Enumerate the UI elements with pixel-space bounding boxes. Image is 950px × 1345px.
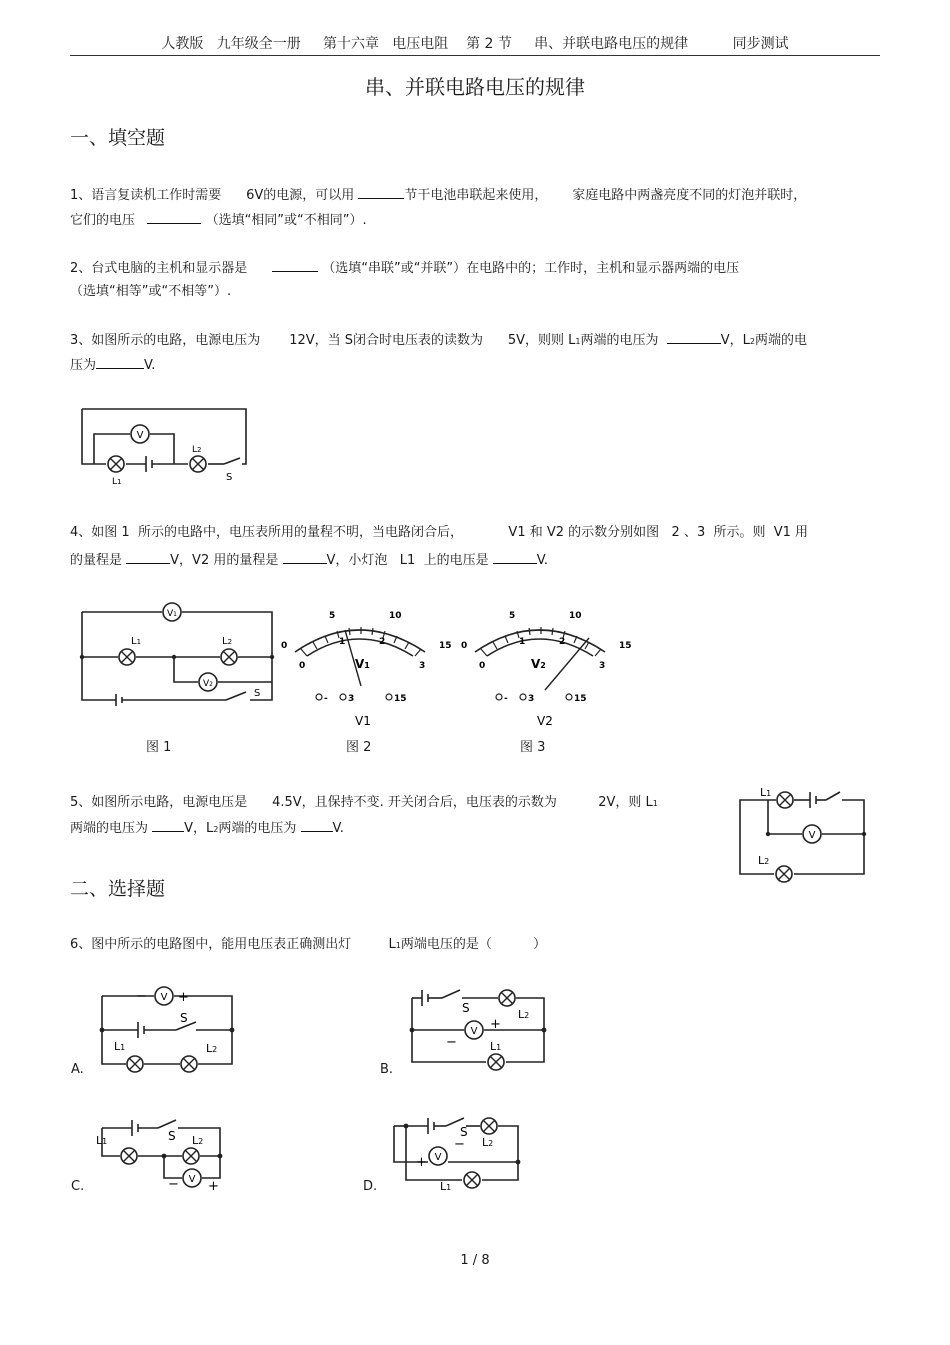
option-c-label[interactable]: C. — [71, 1179, 85, 1194]
svg-text:−: − — [446, 1035, 457, 1050]
fig2-tick-bottom-1: 1 — [339, 637, 346, 647]
q5-l2-label: L2 — [758, 854, 770, 867]
page-header: 人教版 九年级全一册 第十六章 电压电阻 第 2 节 串、并联电路电压的规律 同步测试 — [161, 36, 789, 52]
svg-text:L1: L1 — [114, 1040, 126, 1053]
svg-text:5: 5 — [509, 611, 516, 621]
svg-text:-: - — [324, 694, 328, 704]
q1-blank-1[interactable] — [358, 185, 404, 199]
q4-blank-1[interactable] — [126, 550, 170, 564]
svg-text:S: S — [168, 1129, 176, 1143]
q6-option-a-circuit — [92, 984, 242, 1076]
section-multiple-choice: 二、选择题 — [70, 878, 166, 900]
q3-voltmeter-label: V — [136, 430, 144, 441]
fig1-v2-label: V2 — [203, 679, 213, 689]
fig3-caption-v2: V2 — [537, 714, 553, 728]
svg-text:+: + — [208, 1179, 219, 1192]
fig1-caption: 图 1 — [146, 740, 172, 755]
svg-text:S: S — [462, 1001, 470, 1015]
option-b-label[interactable]: B. — [380, 1062, 394, 1077]
svg-text:L2: L2 — [518, 1008, 530, 1021]
fig3-caption: 图 3 — [520, 740, 546, 755]
svg-text:-: - — [504, 694, 508, 704]
fig2-tick-top-5: 5 — [329, 611, 336, 621]
svg-text:V: V — [160, 992, 168, 1003]
svg-text:L1: L1 — [490, 1040, 502, 1053]
q4-line2: 的量程是 V，V2 用的量程是 V，小灯泡 L1 上的电压是 V. — [70, 550, 548, 570]
svg-text:V: V — [470, 1026, 478, 1037]
q5-l1-label: L1 — [760, 786, 772, 799]
svg-text:−: − — [454, 1137, 465, 1152]
svg-text:L2: L2 — [482, 1136, 494, 1149]
svg-text:L2: L2 — [192, 1134, 204, 1147]
option-d-label[interactable]: D. — [363, 1179, 378, 1194]
svg-text:3: 3 — [348, 694, 355, 704]
q3-line1: 3、如图所示的电路，电源电压为 12V，当 S闭合时电压表的读数为 5V，则则 L1两端的电压为 V，L2两端的电 — [70, 330, 807, 351]
svg-text:V: V — [434, 1152, 442, 1163]
q6-option-c-circuit — [92, 1108, 242, 1192]
svg-text:+: + — [416, 1155, 427, 1170]
svg-text:1: 1 — [519, 637, 526, 647]
q4-figure3-meter — [455, 600, 645, 730]
svg-text:−: − — [168, 1177, 179, 1192]
fig2-tick-bottom-0: 0 — [299, 661, 306, 671]
q2-blank-1[interactable] — [272, 258, 318, 272]
fig1-switch-label: S — [254, 688, 261, 699]
section-fill-blank: 一、填空题 — [70, 127, 166, 149]
fig2-meter-mark: V1 — [355, 657, 370, 671]
svg-text:L2: L2 — [206, 1042, 218, 1055]
fig3-meter-mark: V2 — [531, 657, 546, 671]
q1-blank-2[interactable] — [147, 210, 201, 224]
svg-text:L1: L1 — [96, 1134, 108, 1147]
q3-blank-2[interactable] — [96, 355, 144, 369]
q2-line2: （选填“相等”或“不相等”）. — [70, 284, 232, 299]
svg-text:10: 10 — [569, 611, 582, 621]
q5-line1: 5、如图所示电路，电源电压是 4.5V，且保持不变. 开关闭合后，电压表的示数为 2V，则 L1 — [70, 795, 658, 810]
page-number: 1 / 8 — [460, 1253, 490, 1268]
q5-circuit-diagram — [730, 782, 870, 886]
q3-l2-label: L2 — [192, 445, 202, 455]
fig1-v1-label: V1 — [167, 609, 177, 619]
svg-text:15: 15 — [394, 694, 407, 704]
fig2-tick-top-10: 10 — [389, 611, 402, 621]
svg-text:3: 3 — [599, 661, 606, 671]
q4-line1: 4、如图 1 所示的电路中，电压表所用的量程不明，当电路闭合后， V1 和 V2 的示数分别如图 2 、3 所示。则 V1 用 — [70, 525, 809, 540]
svg-text:V: V — [188, 1174, 196, 1185]
q3-l1-label: L1 — [112, 477, 122, 487]
fig2-tick-top-0: 0 — [281, 641, 288, 651]
svg-text:+: + — [490, 1017, 501, 1032]
svg-text:15: 15 — [574, 694, 587, 704]
fig1-l1-label: L1 — [131, 636, 142, 647]
q5-blank-2[interactable] — [301, 818, 333, 832]
q3-switch-label: S — [226, 472, 233, 483]
page-title: 串、并联电路电压的规律 — [365, 75, 585, 99]
fig2-tick-top-15: 15 — [439, 641, 452, 651]
header-rule — [70, 55, 880, 56]
q3-blank-1[interactable] — [667, 330, 721, 344]
svg-text:−: − — [136, 989, 147, 1004]
svg-text:2: 2 — [559, 637, 566, 647]
q6-line1: 6、图中所示的电路图中，能用电压表正确测出灯 L1两端电压的是（ ） — [70, 937, 547, 952]
fig2-tick-bottom-3: 3 — [419, 661, 426, 671]
fig2-caption: 图 2 — [346, 740, 372, 755]
svg-text:L1: L1 — [440, 1180, 452, 1192]
q4-blank-3[interactable] — [493, 550, 537, 564]
svg-text:3: 3 — [528, 694, 535, 704]
svg-text:0: 0 — [479, 661, 486, 671]
q5-line2: 两端的电压为 V，L2两端的电压为 V. — [70, 818, 344, 839]
q1-line1: 1、语言复读机工作时需要 6V的电源，可以用 节干电池串联起来使用， 家庭电路中两盏亮度不同的灯泡并联时， — [70, 185, 806, 205]
q4-figure1-circuit — [76, 600, 280, 712]
svg-text:0: 0 — [461, 641, 468, 651]
svg-text:V: V — [808, 830, 816, 841]
svg-text:+: + — [178, 990, 189, 1005]
fig1-l2-label: L2 — [222, 636, 233, 647]
q4-figure2-meter — [275, 600, 468, 730]
q4-blank-2[interactable] — [283, 550, 327, 564]
svg-text:S: S — [180, 1011, 188, 1025]
q6-option-d-circuit — [386, 1108, 536, 1192]
q6-option-b-circuit — [402, 984, 552, 1076]
svg-text:15: 15 — [619, 641, 632, 651]
q3-line2: 压为 V. — [70, 355, 155, 375]
q2-line1: 2、台式电脑的主机和显示器是 （选填“串联”或“并联”）在电路中的；工作时，主机和显示器两端的电压 — [70, 258, 739, 278]
q1-line2: 它们的电压 （选填“相同”或“不相同”）. — [70, 210, 367, 230]
q5-blank-1[interactable] — [152, 818, 184, 832]
fig2-caption-v1: V1 — [355, 714, 371, 728]
fig2-tick-bottom-2: 2 — [379, 637, 386, 647]
svg-text:S: S — [460, 1125, 468, 1139]
option-a-label[interactable]: A. — [71, 1062, 84, 1077]
q3-circuit-diagram — [78, 400, 258, 490]
